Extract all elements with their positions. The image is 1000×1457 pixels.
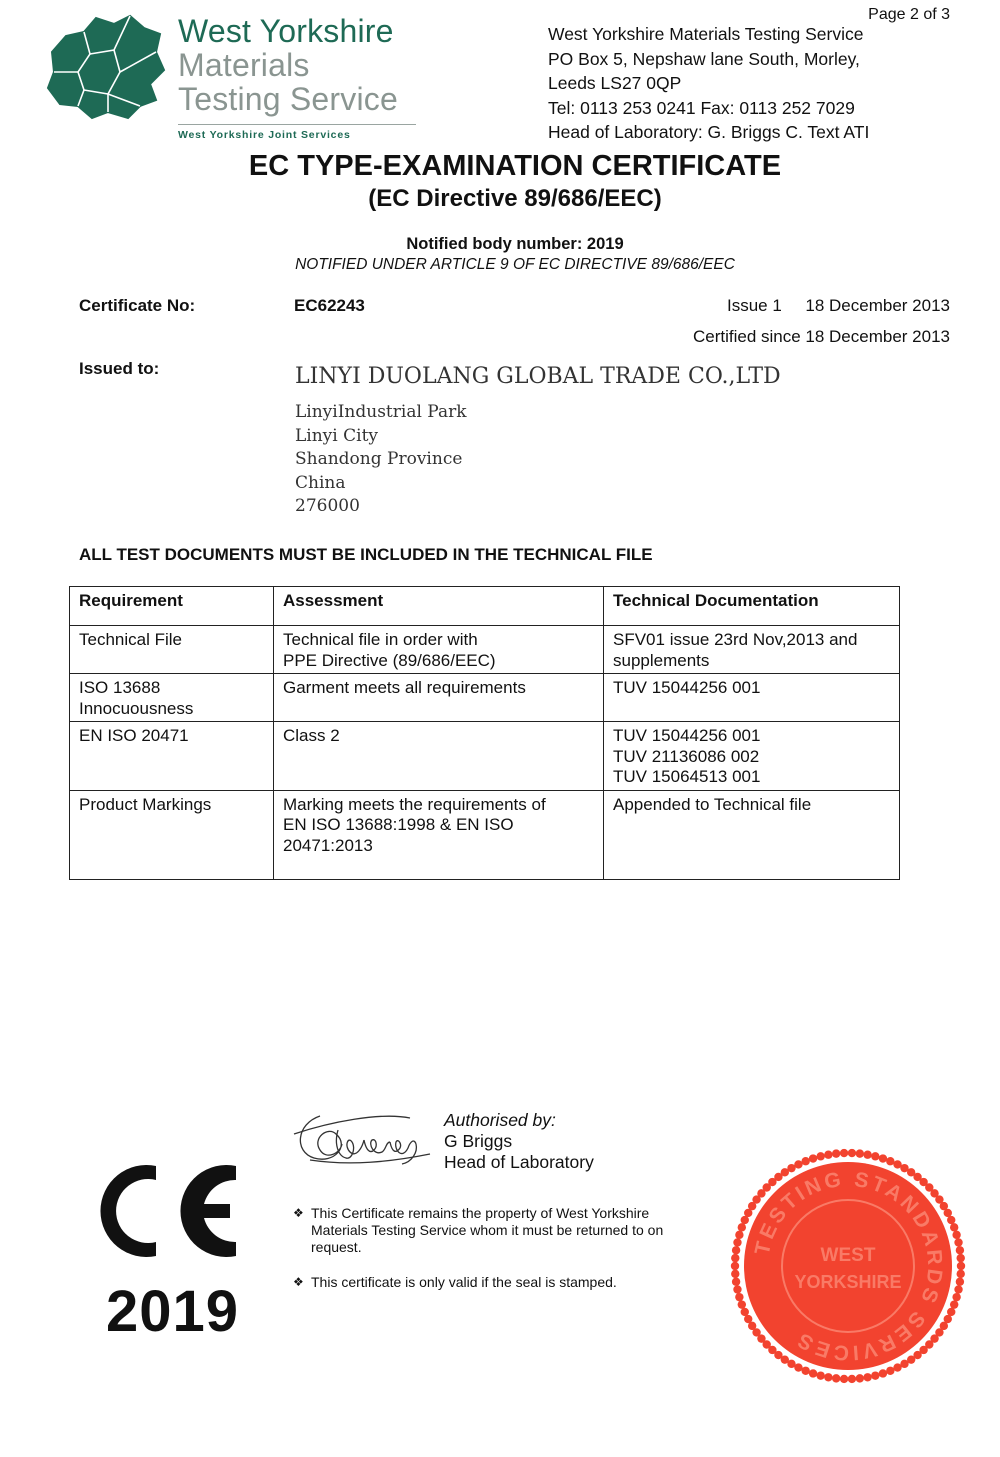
table-row [70, 626, 900, 674]
documentation-cell [604, 790, 900, 879]
cell-line: TUV 15044256 001 [613, 726, 761, 745]
cell-line: Technical file in order with [283, 630, 478, 649]
issued-to-label: Issued to: [79, 359, 160, 378]
documentation-cell [604, 722, 900, 791]
address-line: Head of Laboratory: G. Briggs C. Text ATI [548, 122, 870, 142]
issued-address-line: China [295, 472, 346, 493]
cell-line: Appended to Technical file [613, 794, 812, 814]
seal-ring-text: TESTING STANDARDS SERVICES [750, 1167, 947, 1365]
column-header: Technical Documentation [604, 587, 900, 626]
issued-address-line: 276000 [295, 496, 360, 516]
cell-line: Class 2 [283, 726, 340, 745]
requirement-cell [70, 722, 274, 791]
cell-line: 20471:2013 [283, 835, 373, 855]
cell-line: TUV 15064513 001 [613, 767, 761, 786]
requirements-table [69, 586, 900, 880]
column-header: Assessment [274, 587, 604, 626]
issued-address-line: LinyiIndustrial Park [295, 402, 467, 422]
requirement-cell [70, 790, 274, 879]
issue-date: Issue 1 18 December 2013 [726, 296, 950, 315]
requirement-cell [70, 626, 274, 674]
note-text: This certificate is only valid if the seal is stamped. [311, 1274, 617, 1290]
table-row [70, 790, 900, 879]
issued-to-address [295, 401, 467, 519]
cell-line: TUV 21136086 002 [613, 746, 760, 766]
note-text: This Certificate remains the property of West Yorkshire Materials Testing Service whom it must be returned to on request. [311, 1205, 664, 1255]
county-map-icon [44, 14, 166, 120]
cell-line: Product Markings [79, 794, 212, 814]
documentation-cell [604, 626, 900, 674]
table-row [70, 674, 900, 722]
assessment-cell [274, 626, 604, 674]
cell-line: Marking meets the requirements of [283, 794, 546, 814]
authorised-by-label: Authorised by: [444, 1110, 556, 1130]
lab-address [548, 22, 869, 145]
address-line: West Yorkshire Materials Testing Service [548, 24, 864, 44]
cell-line: Innocuousness [79, 698, 194, 718]
cell-line: EN ISO 13688:1998 & EN ISO [283, 815, 514, 834]
assessment-cell [274, 722, 604, 791]
certificate-no-value: EC62243 [294, 296, 365, 315]
certificate-title: EC TYPE-EXAMINATION CERTIFICATE [248, 150, 782, 182]
seal-center-line2: YORKSHIRE [794, 1272, 902, 1292]
authorisation-block [444, 1110, 594, 1173]
issued-address-line: Linyi City [295, 425, 378, 446]
page-number: Page 2 of 3 [868, 6, 950, 23]
cell-line: TUV 15044256 001 [613, 678, 761, 697]
table-row [70, 722, 900, 791]
cell-line: SFV01 issue 23rd Nov,2013 and [613, 630, 858, 649]
ownership-note [293, 1205, 688, 1256]
issued-address-line: Shandong Province [295, 449, 463, 469]
notified-article: NOTIFIED UNDER ARTICLE 9 OF EC DIRECTIVE 89/686/EEC [295, 256, 735, 273]
logo-divider [178, 124, 416, 125]
address-line: Leeds LS27 0QP [548, 73, 682, 93]
requirement-cell [70, 674, 274, 722]
authoriser-name: G Briggs [444, 1131, 513, 1151]
notified-body-number: Notified body number: 2019 [406, 235, 624, 253]
address-line: PO Box 5, Nepshaw lane South, Morley, [548, 48, 860, 69]
assessment-cell [274, 674, 604, 722]
cell-line: Technical File [79, 630, 182, 649]
assessment-cell [274, 790, 604, 879]
bullet-diamond-icon: ❖ [293, 1206, 304, 1220]
seal-validity-note [293, 1274, 688, 1291]
cell-line: ISO 13688 [79, 678, 161, 697]
documentation-cell [604, 674, 900, 722]
cell-line: EN ISO 20471 [79, 726, 189, 745]
logo-name-line3: Testing Service [178, 81, 398, 117]
authoriser-role: Head of Laboratory [444, 1152, 594, 1172]
logo-name-line2: Materials [178, 47, 310, 83]
official-seal-icon [730, 1148, 966, 1384]
certified-since: Certified since 18 December 2013 [692, 327, 950, 346]
seal-center-line1: WEST [820, 1245, 876, 1266]
technical-file-notice: ALL TEST DOCUMENTS MUST BE INCLUDED IN THE TECHNICAL FILE [79, 545, 653, 564]
certificate-subtitle: (EC Directive 89/686/EEC) [368, 185, 662, 212]
cell-line: supplements [613, 650, 710, 670]
certificate-no-label: Certificate No: [79, 296, 196, 315]
address-line: Tel: 0113 253 0241 Fax: 0113 252 7029 [548, 97, 855, 118]
ce-mark-icon [98, 1162, 238, 1260]
cell-line: Garment meets all requirements [283, 678, 526, 697]
table-header-row [70, 587, 900, 626]
logo-wordmark [178, 14, 398, 116]
ce-notified-body-number: 2019 [106, 1279, 240, 1344]
cell-line: PPE Directive (89/686/EEC) [283, 650, 496, 670]
signature-image [290, 1104, 440, 1174]
bullet-diamond-icon: ❖ [293, 1275, 304, 1289]
logo-name-line1: West Yorkshire [178, 13, 394, 49]
issued-to-company: LINYI DUOLANG GLOBAL TRADE CO.,LTD [295, 364, 781, 389]
column-header: Requirement [70, 587, 274, 626]
logo-subline: West Yorkshire Joint Services [178, 129, 351, 141]
